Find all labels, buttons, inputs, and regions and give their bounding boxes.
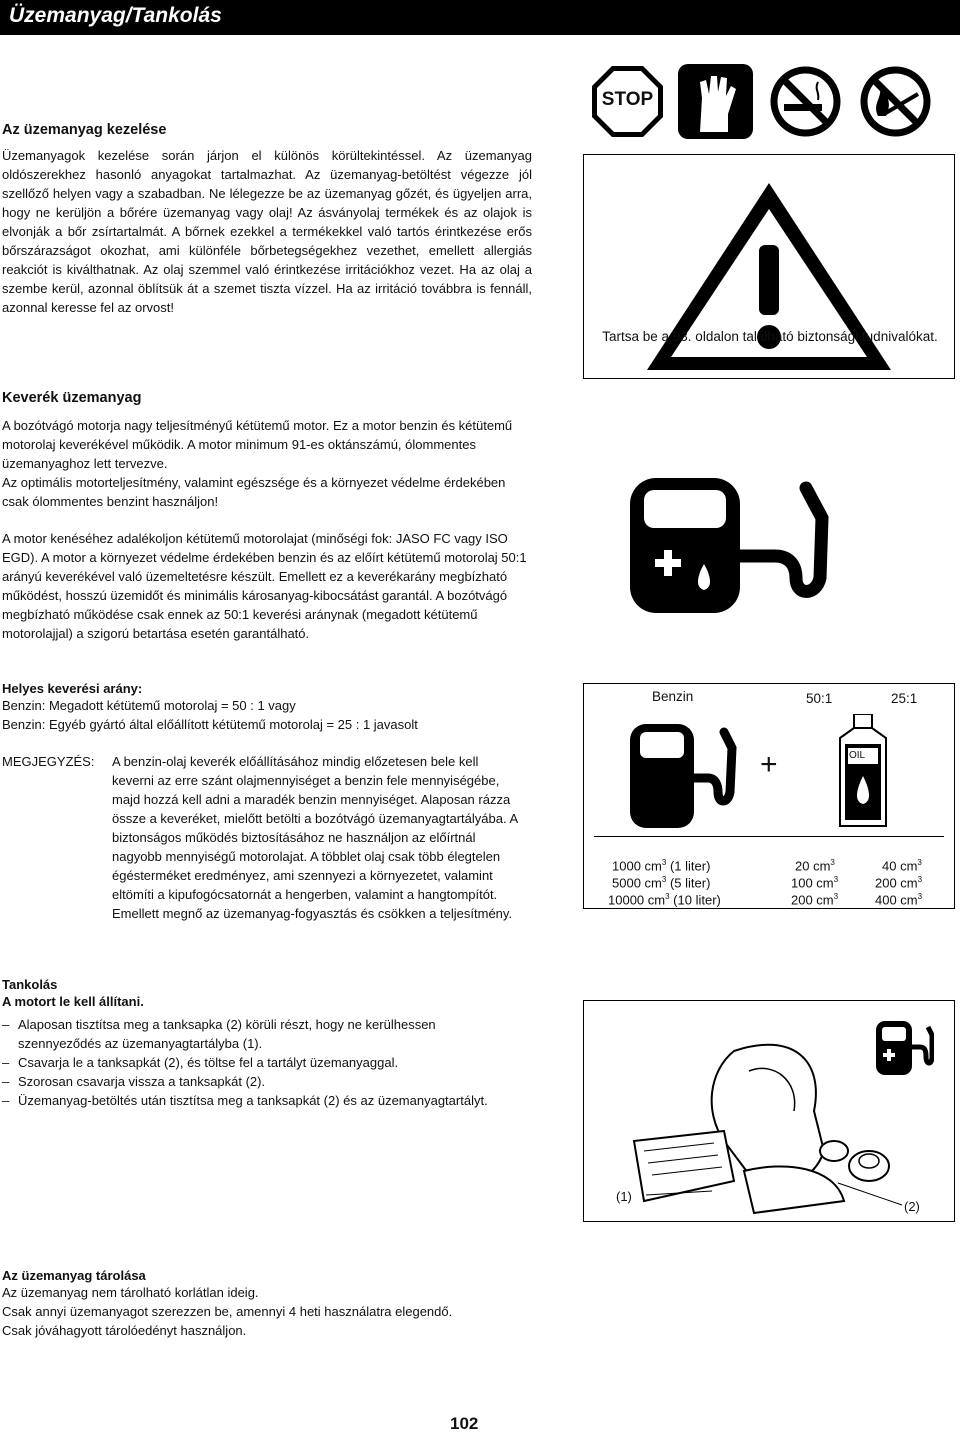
table-row xyxy=(584,888,956,908)
row-50-value: 200 cm xyxy=(791,892,834,908)
row-25-value: 400 cm xyxy=(875,892,918,908)
unit-sup: 3 xyxy=(917,875,923,884)
page-title: Üzemanyag/Tankolás xyxy=(9,4,222,27)
oil-label: OIL xyxy=(849,750,866,761)
mix-ratio-section xyxy=(2,681,562,734)
mix-fuel-heading: Keverék üzemanyag xyxy=(2,390,142,406)
stop-label: STOP xyxy=(601,89,654,110)
mix-table-divider xyxy=(594,836,944,837)
mix-fuel-paragraph-2: Az optimális motorteljesítmény, valamint egészsége és a környezet védelme érdekében csak ólommentes benzint használjon! xyxy=(2,475,506,509)
unit-sup: 3 xyxy=(661,875,667,884)
list-item: – Csavarja le a tanksapkát (2), és töltse fel a tartályt üzemanyaggal. xyxy=(2,1053,522,1072)
note-label: MEGJEGYZÉS: xyxy=(2,754,95,769)
no-open-flame-icon xyxy=(858,64,933,139)
unit-sup: 3 xyxy=(917,858,922,867)
storage-heading: Az üzemanyag tárolása xyxy=(2,1268,146,1283)
fuel-pump-small-icon xyxy=(630,722,740,832)
leader-line-1 xyxy=(644,1187,714,1207)
refuel-steps xyxy=(2,1015,522,1110)
unit-sup: 3 xyxy=(833,892,839,901)
mix-table-plus: + xyxy=(760,748,778,781)
safety-caption: Tartsa be a 93. oldalon található biztonsági tudnivalókat. xyxy=(602,329,938,344)
mix-table-col-50: 50:1 xyxy=(806,691,833,706)
refuel-heading: Tankolás xyxy=(2,977,58,992)
mix-ratio-line-2: Benzin: Egyéb gyártó által előállított kétütemű motorolaj = 25 : 1 javasolt xyxy=(2,717,418,732)
mix-fuel-paragraph-1: A bozótvágó motorja nagy teljesítményű kétütemű motor. Ez a motor benzin és kétütemű motorolaj keverékével működik. A motor minimum 91-es oktánszámú, ólommentes üzemanyaghoz lett tervezve. xyxy=(2,418,513,471)
list-item: – Alaposan tisztítsa meg a tanksapka (2) körüli részt, hogy ne kerülhessen szennyeződés az üzemanyagtartályba (1). xyxy=(2,1015,522,1053)
leader-line-2 xyxy=(834,1181,906,1211)
mix-fuel-section xyxy=(2,390,532,643)
unit-sup: 3 xyxy=(917,892,923,901)
unit-sup: 3 xyxy=(830,858,835,867)
refuel-illustration-box xyxy=(583,1000,955,1222)
mix-ratio-heading: Helyes keverési arány: xyxy=(2,681,143,696)
row-benzin-liter: (5 liter) xyxy=(669,875,711,891)
oil-bottle-icon xyxy=(834,714,890,832)
label-tank-cap: (2) xyxy=(904,1199,920,1214)
refuel-subheading: A motort le kell állítani. xyxy=(2,994,144,1009)
mix-table-col-25: 25:1 xyxy=(891,691,918,706)
row-50-value: 20 cm xyxy=(795,858,831,874)
row-benzin-liter: (10 liter) xyxy=(673,892,721,908)
gloves-icon xyxy=(678,64,753,139)
list-item: – Üzemanyag-betöltés után tisztítsa meg a tanksapkát (2) és az üzemanyagtartályt. xyxy=(2,1091,522,1110)
table-row xyxy=(584,854,956,874)
no-smoking-icon xyxy=(768,64,843,139)
refuel-section xyxy=(2,977,522,1110)
mix-table-benzin-label: Benzin xyxy=(652,689,694,704)
storage-section xyxy=(2,1268,602,1340)
fuel-pump-icon xyxy=(630,478,835,613)
unit-sup: 3 xyxy=(661,858,667,867)
page-number: 102 xyxy=(450,1414,479,1433)
mix-ratio-line-1: Benzin: Megadott kétütemű motorolaj = 50 : 1 vagy xyxy=(2,698,296,713)
list-item: – Szorosan csavarja vissza a tanksapkát (2). xyxy=(2,1072,522,1091)
note-section xyxy=(2,752,562,923)
mix-table-box xyxy=(583,683,955,909)
storage-line-1: Az üzemanyag nem tárolható korlátlan ideig. xyxy=(2,1285,259,1300)
row-benzin: 5000 cm xyxy=(612,875,662,891)
fuel-handling-text: Üzemanyagok kezelése során járjon el különös körültekintéssel. Az üzemanyag oldószerekhez hasonló anyagokat tartalmazhat. Az üzemanyag-betöltést végezze jól szellőző helyen vagy a szabadban. Ne lélegezze be az üzemanyag gőzét, és ügyeljen arra, hogy ne kerüljön a bőrére üzemanyag vagy olaj! Az ásványolaj termékek és az olajok is elvonják a bőr zsírtartalmát. A bőrnek ezekkel a termékekkel való tartós érintkezése erős bőrszárazságot okozhat, ami különféle bőrbetegségekhez vezethet, emellett allergiás reakciót is kiválthatnak. Az olaj szemmel való érintkezése irritációkhoz vezet. Ha az olaj a szembe kerül, azonnal öblítsük át a szemet tiszta vízzel. Ha az irritáció továbbra is fennáll, azonnal keresse fel az orvost! xyxy=(2,148,532,315)
fuel-handling-section xyxy=(2,122,532,317)
unit-sup: 3 xyxy=(833,875,839,884)
fuel-handling-heading: Az üzemanyag kezelése xyxy=(2,122,167,138)
stop-icon xyxy=(590,64,665,139)
mix-table-rows xyxy=(584,854,956,908)
row-benzin: 1000 cm xyxy=(612,858,662,874)
row-50-value: 100 cm xyxy=(791,875,834,891)
row-benzin: 10000 cm xyxy=(608,892,666,908)
table-row xyxy=(584,871,956,891)
storage-line-2: Csak annyi üzemanyagot szerezzen be, amennyi 4 heti használatra elegendő. xyxy=(2,1304,453,1319)
safety-warning-box xyxy=(583,154,955,379)
note-text: A benzin-olaj keverék előállításához mindig előzetesen bele kell keverni az erre szánt olajmennyiséget a benzin fele mennyiségébe, majd hozzá kell adni a maradék benzin mennyiséget. Alaposan rázza össze a keveréket, mielőtt betölti a bozótvágó üzemanyagtartályába. A biztonságos működés biztosításához ne használjon az előírtnál nagyobb mennyiségű motorolajat. A többlet olaj csak több élegtelen égésterméket eredményez, ami szennyezi a környezetet, valamint eltömíti a kipufogócsatornát a hengerben, valamint a hangtompítót. Emellett megnő az üzemanyag-fogyasztás és csökken a teljesítmény. xyxy=(112,754,518,921)
mix-fuel-paragraph-3: A motor kenéséhez adalékoljon kétütemű motorolajat (minőségi fok: JASO FC vagy ISO EGD). A motor a környezet védelme érdekében benzin és az előírt kétütemű motorolaj 50:1 arányú keverékével való üzemeltetésre készült. Emellett ez a keverékarány megbízható működést, hosszú üzemidőt és minimális károsanyag-kibocsátást garantál. A bozótvágó megbízható működése csak ennek az 50:1 keverési aránynak (megadott kétütemű motorolajjal) a szigorú betartása esetén garantálható. xyxy=(2,531,527,641)
page-header xyxy=(0,0,960,35)
unit-sup: 3 xyxy=(665,892,670,901)
label-fuel-tank: (1) xyxy=(616,1189,632,1204)
row-25-value: 200 cm xyxy=(875,875,918,891)
row-25-value: 40 cm xyxy=(882,858,918,874)
row-benzin-liter: (1 liter) xyxy=(669,858,711,874)
storage-line-3: Csak jóváhagyott tárolóedényt használjon. xyxy=(2,1323,247,1338)
